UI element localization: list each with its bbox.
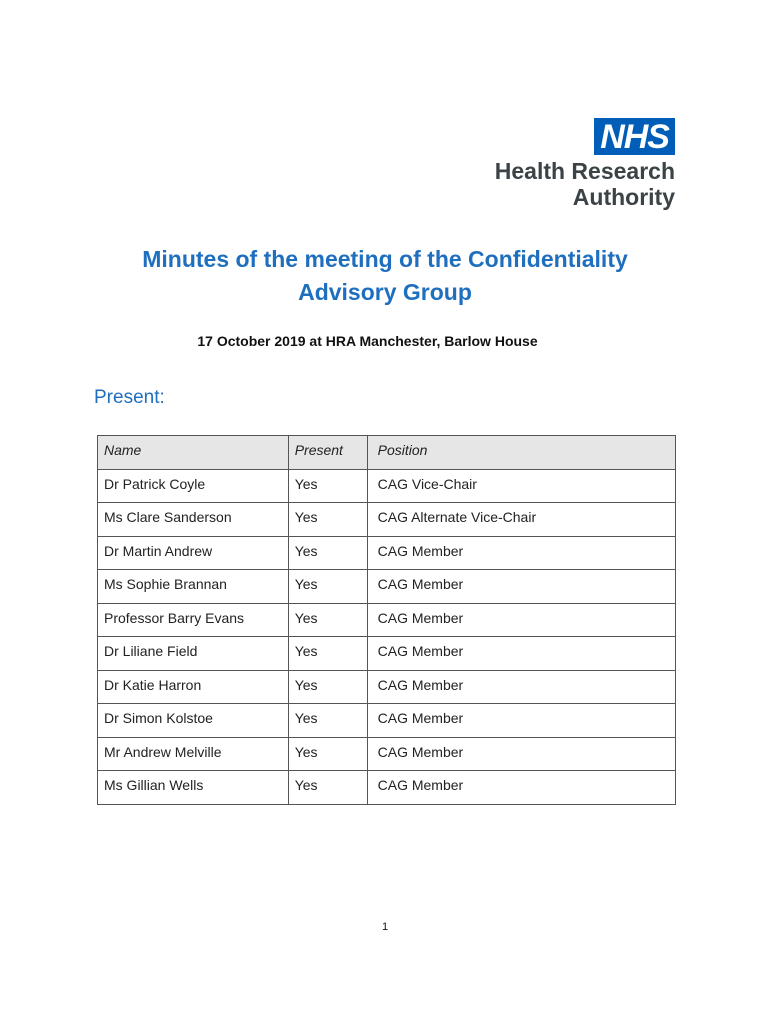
meeting-date-location: 17 October 2019 at HRA Manchester, Barlow House — [197, 333, 538, 349]
cell-name: Professor Barry Evans — [98, 603, 289, 637]
header-name: Name — [98, 436, 289, 470]
cell-position: CAG Member — [367, 704, 675, 738]
cell-name: Dr Liliane Field — [98, 637, 289, 671]
cell-present: Yes — [288, 603, 367, 637]
hra-logo — [485, 118, 675, 210]
present-heading: Present: — [94, 387, 165, 408]
cell-present: Yes — [288, 704, 367, 738]
cell-present: Yes — [288, 771, 367, 805]
page-number: 1 — [381, 921, 389, 933]
table-row — [98, 704, 676, 738]
table-row — [98, 603, 676, 637]
table-row — [98, 570, 676, 604]
cell-position: CAG Member — [367, 536, 675, 570]
attendance-table — [97, 435, 676, 805]
cell-position: CAG Alternate Vice-Chair — [367, 503, 675, 537]
cell-name: Ms Clare Sanderson — [98, 503, 289, 537]
cell-position: CAG Member — [367, 670, 675, 704]
table-header-row — [98, 436, 676, 470]
table-row — [98, 503, 676, 537]
cell-name: Dr Patrick Coyle — [98, 469, 289, 503]
table-row — [98, 469, 676, 503]
cell-name: Ms Sophie Brannan — [98, 570, 289, 604]
cell-position: CAG Member — [367, 771, 675, 805]
header-present: Present — [288, 436, 367, 470]
document-title — [80, 243, 690, 309]
cell-position: CAG Vice-Chair — [367, 469, 675, 503]
cell-position: CAG Member — [367, 603, 675, 637]
org-name-line1: Health Research — [494, 158, 675, 184]
cell-name: Mr Andrew Melville — [98, 737, 289, 771]
cell-position: CAG Member — [367, 737, 675, 771]
cell-present: Yes — [288, 536, 367, 570]
org-name-line2: Authority — [572, 184, 675, 210]
title-line1: Minutes of the meeting of the Confidentiality — [142, 246, 628, 272]
table-row — [98, 637, 676, 671]
header-position: Position — [367, 436, 675, 470]
cell-position: CAG Member — [367, 570, 675, 604]
cell-name: Ms Gillian Wells — [98, 771, 289, 805]
cell-name: Dr Katie Harron — [98, 670, 289, 704]
title-line2: Advisory Group — [298, 279, 472, 305]
cell-present: Yes — [288, 570, 367, 604]
cell-present: Yes — [288, 737, 367, 771]
cell-position: CAG Member — [367, 637, 675, 671]
cell-present: Yes — [288, 670, 367, 704]
cell-name: Dr Martin Andrew — [98, 536, 289, 570]
table-row — [98, 737, 676, 771]
cell-present: Yes — [288, 469, 367, 503]
table-row — [98, 771, 676, 805]
table-row — [98, 536, 676, 570]
org-name — [485, 158, 675, 210]
table-row — [98, 670, 676, 704]
nhs-logo-mark: NHS — [594, 118, 675, 155]
cell-present: Yes — [288, 503, 367, 537]
cell-name: Dr Simon Kolstoe — [98, 704, 289, 738]
cell-present: Yes — [288, 637, 367, 671]
